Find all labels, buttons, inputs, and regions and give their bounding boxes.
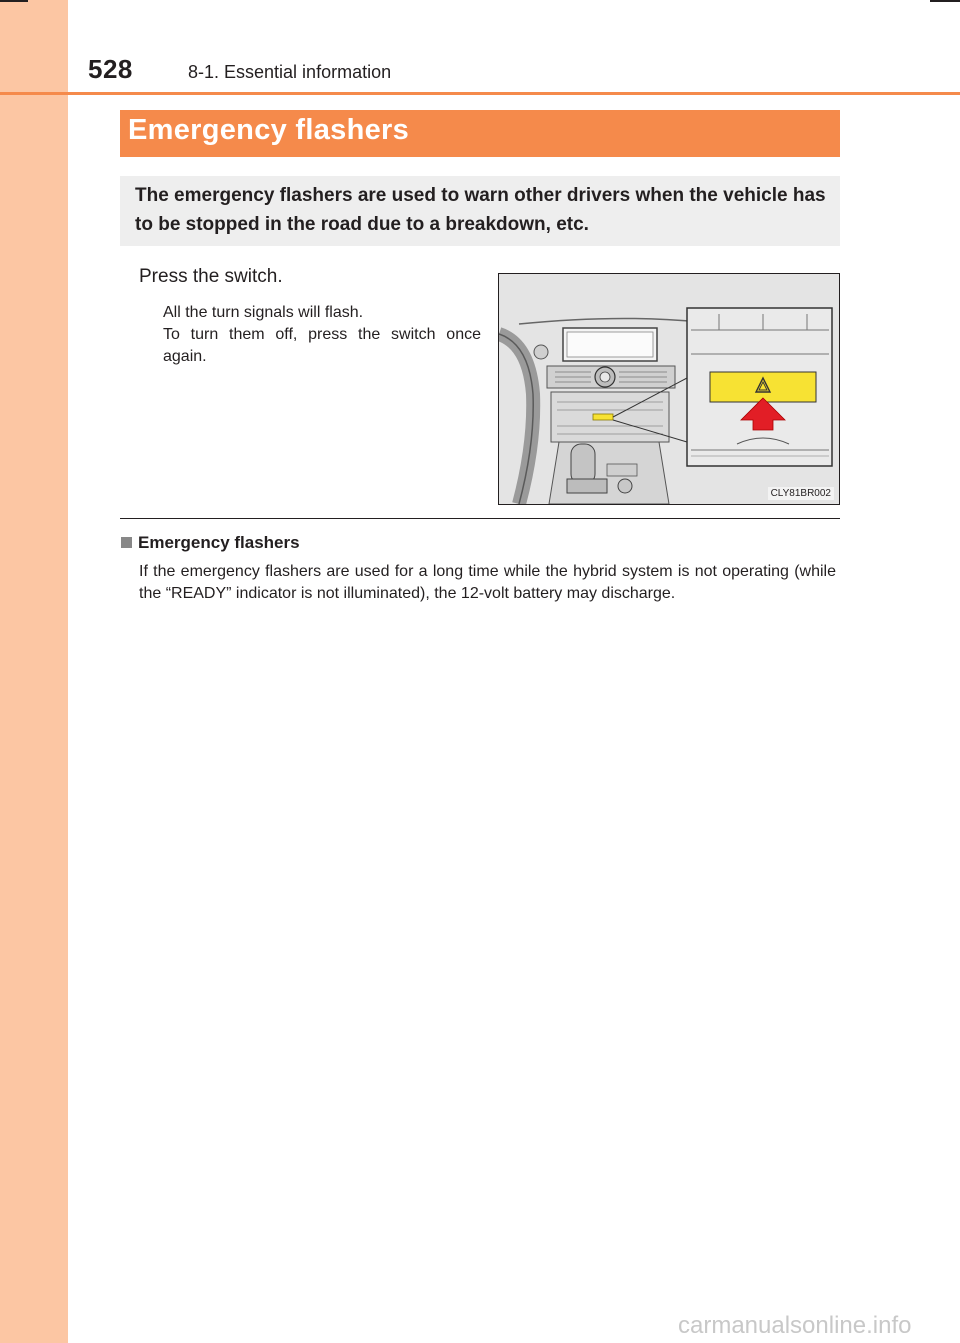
watermark: carmanualsonline.info — [678, 1312, 912, 1339]
step-detail — [163, 302, 481, 368]
hazard-switch-small — [593, 414, 613, 420]
intro-box — [120, 176, 840, 246]
page-title: Emergency flashers — [128, 114, 410, 146]
note-body: If the emergency flashers are used for a long time while the hybrid system is not operating (while the “READY” indicator is not illuminated), the 12-volt battery may discharge. — [139, 563, 836, 602]
page-number: 528 — [88, 54, 133, 84]
crop-mark-right — [930, 0, 960, 2]
step-detail-line2: To turn them off, press the switch once again. — [163, 326, 481, 365]
side-tab — [0, 0, 68, 1343]
intro-text: The emergency flashers are used to warn other drivers when the vehicle has to be stopped in the road due to a breakdown, etc. — [135, 185, 826, 235]
header-rule — [0, 92, 960, 95]
dashboard-drawing — [499, 274, 839, 504]
step-instruction: Press the switch. — [139, 266, 283, 287]
section-divider — [120, 518, 840, 519]
title-bar — [120, 110, 840, 157]
figure-code: CLY81BR002 — [768, 487, 834, 500]
dashboard-illustration — [498, 273, 840, 505]
crop-mark-left — [0, 0, 28, 2]
note-heading-text: Emergency flashers — [138, 533, 300, 552]
square-bullet-icon — [121, 537, 132, 548]
step-detail-line1: All the turn signals will flash. — [163, 304, 364, 321]
note-heading — [121, 533, 300, 553]
section-label: 8-1. Essential information — [188, 62, 392, 82]
